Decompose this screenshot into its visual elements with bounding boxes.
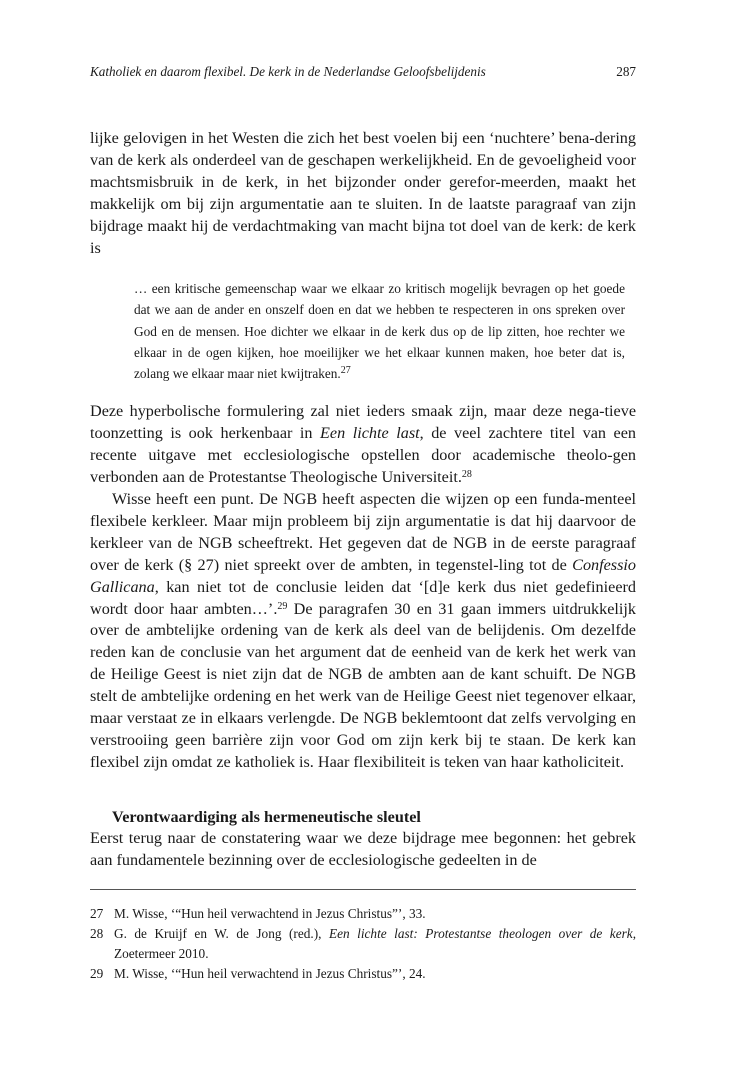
paragraph-3 (90, 489, 636, 774)
paragraph-3-text-b: , kan niet tot de conclusie leiden dat ‘[d]e kerk dus niet gedefinieerd wordt door haar ambten…’. (90, 577, 636, 618)
footnotes (90, 904, 636, 984)
paragraph-3-text-a: Wisse heeft een punt. De NGB heeft aspecten die wijzen op een funda-menteel flexibele kerkleer. Maar mijn probleem bij zijn argumentatie is dat hij daarvoor de kerkleer van de NGB scheeftrekt. Het gegeven dat de NGB in de eerste paragraaf over de kerk (§ 27) niet spreekt over de ambten, in tegenstel-ling tot de (90, 490, 636, 574)
block-quote-text: … een kritische gemeenschap waar we elkaar zo kritisch mogelijk bevragen op het goede dat we aan de ander en onszelf doen en dat we hebben te respecteren in ons spreken over God en de mensen. Hoe dichter we elkaar in de kerk dus op de lip zitten, hoe rechter we elkaar in de ogen kijken, hoe moeilijker we het elkaar kunnen maken, hoe beter dat is, zolang we elkaar maar niet kwijtraken. (134, 281, 625, 382)
paragraph-3-title: Confessio Gallicana (90, 555, 636, 596)
page-number: 287 (616, 64, 636, 79)
block-quote (134, 278, 625, 384)
footnote-ref-28: 28 (461, 468, 472, 480)
paragraph-3-text-c: De paragrafen 30 en 31 gaan immers uitdrukkelijk over de ambtelijke ordening van de kerk als deel van de belijdenis. Om dezelfde reden kan de conclusie van het argument dat de eenheid van de kerk het werk van de Heilige Geest is niet zijn dat de NGB de ambten aan de kant schuift. De NGB stelt de ambtelijke ordening en het werk van de Heilige Geest niet tegenover elkaar, maar verstaat ze in elkaars verlengde. De NGB beklemtoont dat zelfs vervolging en verstrooiing geen barrière zijn voor God om zijn kerk bij te staan. De kerk kan flexibel zijn omdat ze katholiek is. Haar flexibiliteit is teken van haar katholiciteit. (90, 599, 636, 771)
footnote-ref-29: 29 (277, 600, 288, 612)
paragraph-1: lijke gelovigen in het Westen die zich het best voelen bij een ‘nuchtere’ bena-dering van de kerk als onderdeel van de geschapen werkelijkheid. En de gevoeligheid voor machtsmisbruik in de kerk, in het bijzonder onder gerefor-meerden, maakt het makkelijk om bij zijn argumentatie aan te sluiten. In de laatste paragraaf van zijn bijdrage maakt hij de verdachtmaking van macht bijna tot doel van de kerk: de kerk is (90, 129, 636, 257)
paragraph-4: Eerst terug naar de constatering waar we deze bijdrage mee begonnen: het gebrek aan fundamentele bezinning over de ecclesiologische gedeelten in de (90, 829, 636, 869)
paragraph-2-text-a: Deze hyperbolische formulering zal niet ieders smaak zijn, maar deze nega-tieve toonzetting is ook herkenbaar in (90, 402, 636, 442)
section-heading: Verontwaardiging als hermeneutische sleutel (112, 808, 421, 826)
footnote-28 (90, 924, 636, 964)
footnote-27 (90, 904, 636, 924)
footnote-number: 28 (90, 926, 104, 941)
paragraph-2 (90, 401, 636, 489)
running-title: Katholiek en daarom flexibel. De kerk in de Nederlandse Geloofsbelijdenis (90, 64, 486, 79)
footnote-29 (90, 964, 636, 984)
footnote-title: Een lichte last: Protestantse theologen over de kerk (328, 926, 633, 941)
footnote-divider (90, 889, 636, 890)
footnote-number: 27 (90, 906, 104, 921)
footnote-text: M. Wisse, ‘“Hun heil verwachtend in Jezus Christus”’, 33. (114, 906, 426, 921)
footnote-text: M. Wisse, ‘“Hun heil verwachtend in Jezus Christus”’, 24. (114, 966, 426, 981)
footnote-number: 29 (90, 966, 104, 981)
footnote-text-b: , Zoetermeer 2010. (114, 926, 637, 961)
running-header (90, 63, 636, 81)
footnote-text-a: G. de Kruijf en W. de Jong (red.), (114, 926, 329, 941)
paragraph-2-text-b: , de veel zachtere titel van een recente uitgave met ecclesiologische opstellen door academische theolo-gen verbonden aan de Protestantse Theologische Universiteit. (90, 423, 636, 486)
footnote-ref-27: 27 (340, 365, 351, 377)
paragraph-2-title: Een lichte last (320, 423, 420, 442)
